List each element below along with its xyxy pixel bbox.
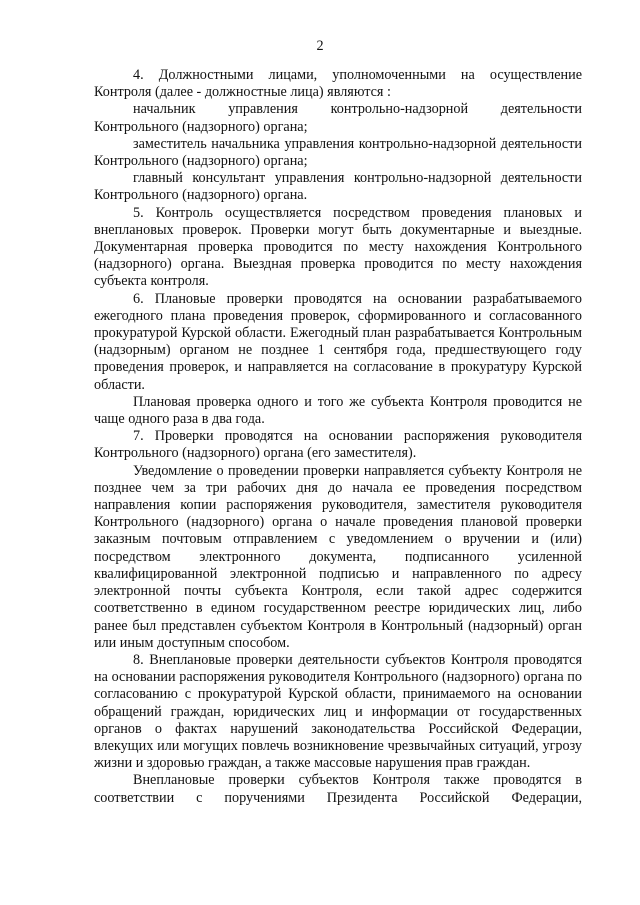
- paragraph-planned-inspections: 6. Плановые проверки проводятся на основании разрабатываемого ежегодного плана проведения проверок, сформированного и согласованного прокуратурой Курской области. Ежегодный план разрабатывается Контрольным (надзорным) органом не позднее 1 сентября года, предшествующего году проведения проверок, и направляется на согласование в прокуратуру Курской области.: [94, 290, 582, 393]
- document-body: [94, 67, 582, 807]
- paragraph-inspection-order: 7. Проверки проводятся на основании распоряжения руководителя Контрольного (надзорного) органа (его заместителя).: [94, 428, 582, 462]
- paragraph-presidential-orders: Внеплановые проверки субъектов Контроля также проводятся в соответствии с поручениями Президента Российской Федерации,: [94, 772, 582, 806]
- paragraph-planned-frequency: Плановая проверка одного и того же субъекта Контроля проводится не чаще одного раза в два года.: [94, 393, 582, 428]
- paragraph-unplanned-inspections: 8. Внеплановые проверки деятельности субъектов Контроля проводятся на основании распоряжения руководителя Контрольного (надзорного) органа по согласованию с прокуратурой Курской области, принимаемого на основании обращений граждан, юридических лиц и информации от государственных органов о фактах нарушений законодательства Российской Федерации, влекущих или могущих повлечь возникновение чрезвычайных ситуаций, угрозу жизни и здоровью граждан, а также массовые нарушения прав граждан.: [94, 651, 582, 772]
- paragraph-notification: Уведомление о проведении проверки направляется субъекту Контроля не позднее чем за три рабочих дня до начала ее проведения посредством направления копии распоряжения руководителя, заместителя руководителя Контрольного (надзорного) органа о начале проведения плановой проверки заказным почтовым отправлением с уведомлением о вручении и (или) посредством электронного документа, подписанного усиленной квалифицированной электронной подписью и направленного по адресу электронной почты субъекта Контроля, если такой адрес содержится соответственно в едином государственном реестре юридических лиц, либо ранее был представлен субъектом Контроля в Контрольный (надзорный) орган или иным доступным способом.: [94, 462, 582, 651]
- page-number: 2: [316, 38, 324, 54]
- paragraph-official-head: начальник управления контрольно-надзорной деятельности Контрольного (надзорного) органа;: [94, 101, 582, 135]
- paragraph-officials: 4. Должностными лицами, уполномоченными на осуществление Контроля (далее - должностные лица) являются :: [94, 67, 582, 101]
- paragraph-official-consultant: главный консультант управления контрольно-надзорной деятельности Контрольного (надзорного) органа.: [94, 170, 582, 204]
- paragraph-official-deputy: заместитель начальника управления контрольно-надзорной деятельности Контрольного (надзорного) органа;: [94, 135, 582, 170]
- paragraph-control-methods: 5. Контроль осуществляется посредством проведения плановых и внеплановых проверок. Проверки могут быть документарные и выездные. Документарная проверка проводится по месту нахождения Контрольного (надзорного) органа. Выездная проверка проводится по месту нахождения субъекта контроля.: [94, 204, 582, 290]
